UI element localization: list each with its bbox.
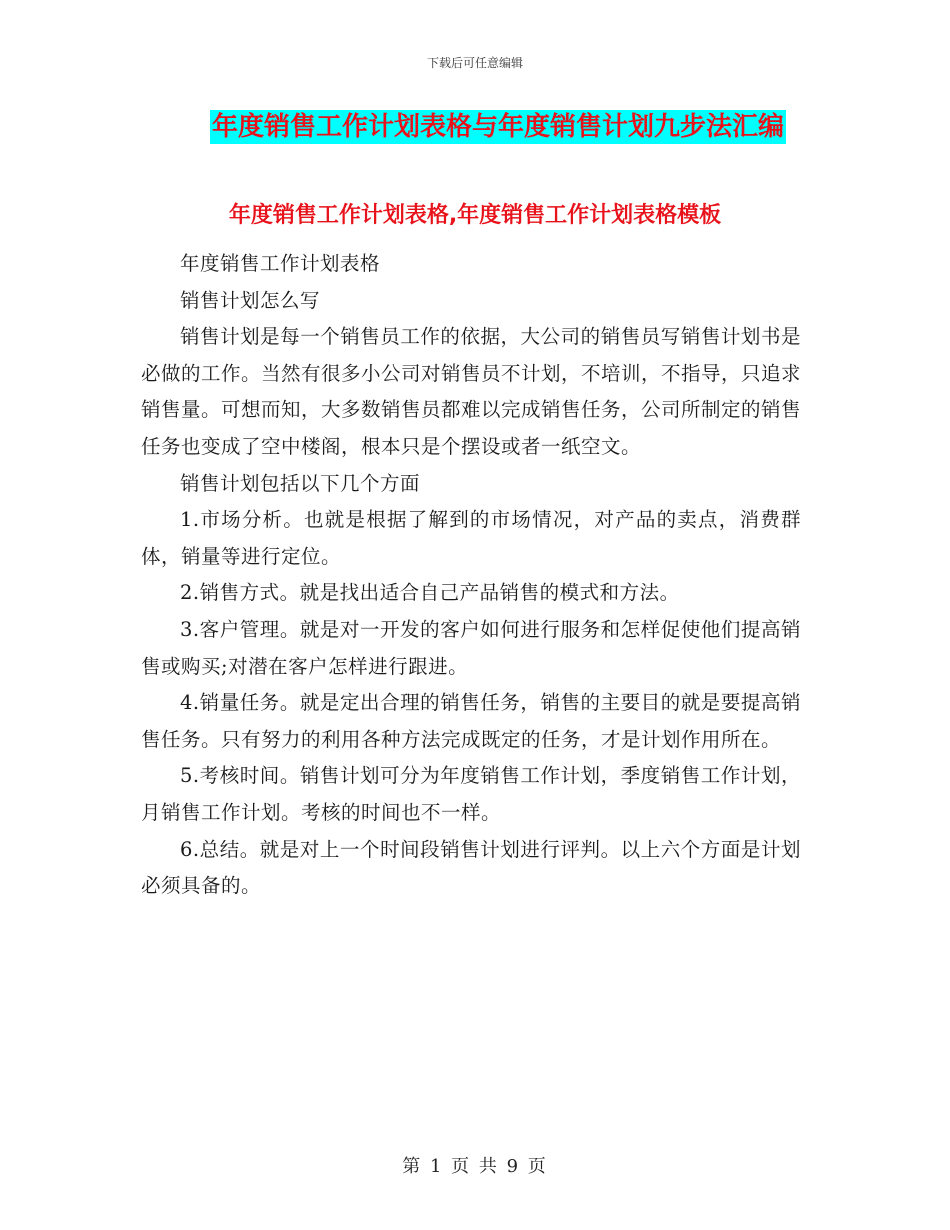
document-body [141,246,801,905]
paragraph: 4.销量任务。就是定出合理的销售任务，销售的主要目的就是要提高销售任务。只有努力的利用各种方法完成既定的任务，才是计划作用所在。 [141,691,801,751]
paragraph: 2.销售方式。就是找出适合自己产品销售的模式和方法。 [180,581,680,605]
paragraph: 1.市场分析。也就是根据了解到的市场情况，对产品的卖点，消费群体，销量等进行定位。 [141,508,801,568]
header-note: 下载后可任意编辑 [426,56,523,70]
paragraph: 3.客户管理。就是对一开发的客户如何进行服务和怎样促使他们提高销售或购买;对潜在客户怎样进行跟进。 [141,617,801,678]
page-number-footer: 第 1 页 共 9 页 [402,1156,548,1177]
paragraph: 销售计划怎么写 [180,288,321,312]
main-title-container [0,110,950,144]
paragraph: 6.总结。就是对上一个时间段销售计划进行评判。以上六个方面是计划必须具备的。 [141,837,801,898]
sub-title: 年度销售工作计划表格,年度销售工作计划表格模板 [228,203,722,228]
main-title: 年度销售工作计划表格与年度销售计划九步法汇编 [211,112,784,142]
paragraph: 5.考核时间。销售计划可分为年度销售工作计划，季度销售工作计划，月销售工作计划。考核的时间也不一样。 [141,764,801,824]
paragraph: 年度销售工作计划表格 [180,252,381,275]
paragraph: 销售计划包括以下几个方面 [180,471,421,495]
paragraph: 销售计划是每一个销售员工作的依据，大公司的销售员写销售计划书是必做的工作。当然有很多小公司对销售员不计划，不培训，不指导，只追求销售量。可想而知，大多数销售员都难以完成销售任务，公司所制定的销售任务也变成了空中楼阁，根本只是个摆设或者一纸空文。 [141,325,802,458]
